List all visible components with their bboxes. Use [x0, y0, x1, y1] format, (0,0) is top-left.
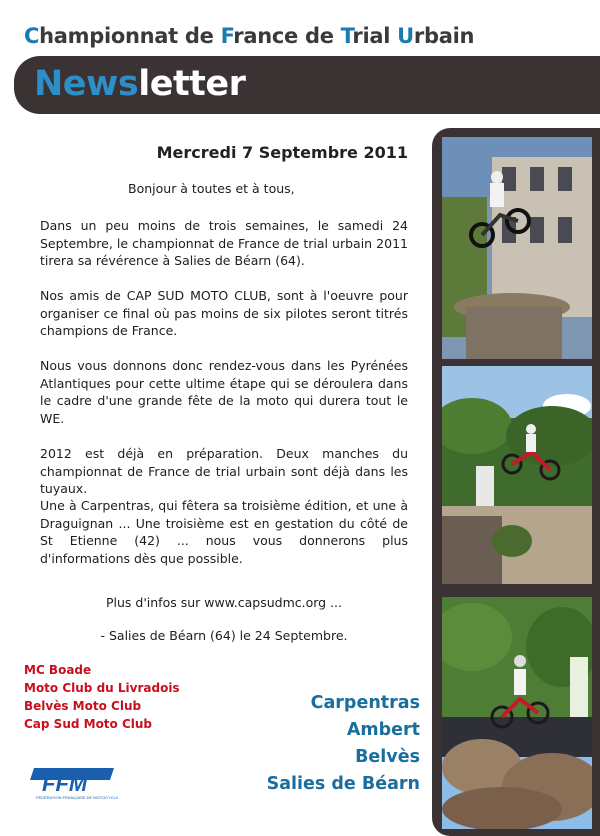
title-rest: hampionnat de: [39, 24, 221, 48]
title-rest: rance de: [233, 24, 341, 48]
letter-paragraph: 2012 est déjà en préparation. Deux manches du championnat de France de trial urbain sont déjà dans les tuyaux.: [40, 446, 408, 496]
ffm-logo: [28, 762, 118, 802]
letter-paragraph: Nous vous donnons donc rendez-vous dans les Pyrénées Atlantiques pour cette ultime étape qui se déroulera dans le cadre d'une grande fête de la moto qui durera tout le WE.: [40, 358, 408, 426]
more-info-line: Plus d'infos sur www.capsudmc.org ...: [105, 595, 343, 610]
newsletter-word-white: letter: [138, 64, 246, 104]
photo-rider-building: [442, 137, 592, 359]
title-rest: rial: [352, 24, 398, 48]
town-item: Belvès: [355, 747, 420, 767]
title-rest: rbain: [413, 24, 475, 48]
photo-rider-rocks: [442, 597, 592, 829]
letter-signature: - Salies de Béarn (64) le 24 Septembre.: [100, 628, 348, 643]
title-cap: F: [220, 24, 234, 48]
newsletter-banner: [14, 56, 600, 114]
newsletter-wordmark: [34, 64, 245, 104]
town-item: Ambert: [346, 720, 420, 740]
title-cap: T: [340, 24, 353, 48]
town-item: Salies de Béarn: [266, 774, 420, 794]
letter-paragraph: Dans un peu moins de trois semaines, le samedi 24 Septembre, le championnat de France de trial urbain 2011 tirera sa révérence à Salies de Béarn (64).: [40, 218, 408, 268]
page-title: [24, 24, 474, 48]
club-item: Belvès Moto Club: [24, 699, 142, 713]
photo-rider-tower: [442, 366, 592, 584]
club-item: Cap Sud Moto Club: [24, 717, 153, 731]
letter-paragraph: Une à Carpentras, qui fêtera sa troisième édition, et une à Draguignan ... Une troisième est en gestation du côté de St Etienne (42) ... nous vous donnerons plus d'informations dès que possible.: [40, 498, 408, 566]
club-item: Moto Club du Livradois: [24, 681, 180, 695]
town-list: [267, 690, 420, 798]
town-item: Carpentras: [310, 693, 420, 713]
newsletter-word-blue: News: [34, 64, 139, 104]
club-list: [24, 661, 180, 733]
club-item: MC Boade: [24, 663, 92, 677]
title-cap: U: [397, 24, 414, 48]
title-cap: C: [24, 24, 40, 48]
ffm-logo-text: FFM: [42, 771, 88, 796]
letter-date: Mercredi 7 Septembre 2011: [156, 143, 408, 162]
ffm-logo-subtitle: FÉDÉRATION FRANÇAISE DE MOTOCYCLISME: [36, 795, 118, 800]
letter-greeting: Bonjour à toutes et à tous,: [128, 181, 295, 196]
letter-paragraph: Nos amis de CAP SUD MOTO CLUB, sont à l'oeuvre pour organiser ce final où pas moins de six pilotes seront titrés champions de France.: [40, 288, 408, 338]
